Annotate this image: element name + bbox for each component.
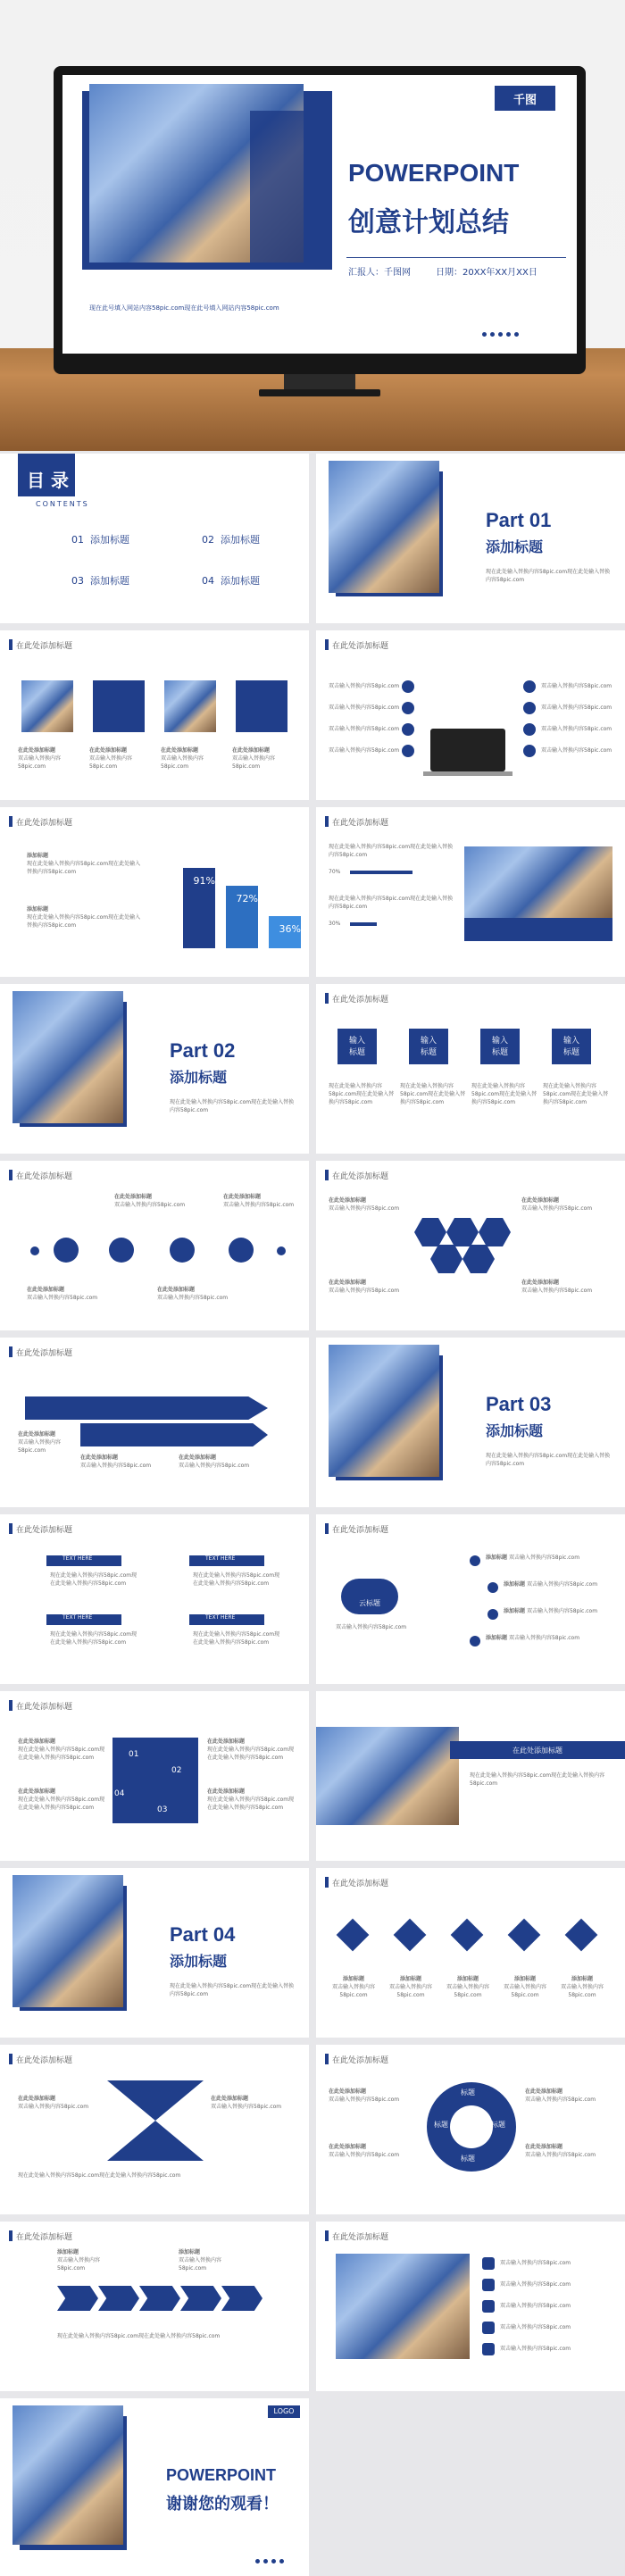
- rocket-icon: [229, 1238, 254, 1263]
- cloud-item-1: 添加标题 双击输入替换内容58pic.com: [486, 1555, 580, 1561]
- diamond-icon-1: [337, 1919, 370, 1952]
- eye-icon: [139, 2286, 180, 2311]
- chevron-body: 现在此处输入替换内容58pic.com现在此处输入替换内容58pic.com: [57, 2333, 221, 2339]
- toc-subtitle: CONTENTS: [36, 500, 89, 508]
- slide-photo-list: [316, 2222, 625, 2391]
- caption-4: 在此处添加标题 双击输入替换内容58pic.com: [232, 747, 276, 770]
- part02-photo: [12, 991, 123, 1123]
- slide-wave-circles: [0, 1161, 309, 1330]
- hex-text-3: 在此处添加标题 双击输入替换内容58pic.com: [329, 1280, 400, 1294]
- input-box-4: 输入 标题: [552, 1029, 591, 1064]
- puzzle-text-3: 在此处添加标题 现在此处输入替换内容58pic.com现在此处输入替换内容58pic.com: [207, 1738, 295, 1761]
- toc-item-01: 01 添加标题: [71, 534, 129, 546]
- right-text-2: 双击输入替换内容58pic.com: [541, 704, 612, 711]
- slide-four-photos: [0, 630, 309, 800]
- list-text-1: 双击输入替换内容58pic.com: [500, 2260, 571, 2266]
- puzzle-text-2: 在此处添加标题 现在此处输入替换内容58pic.com现在此处输入替换内容58pic.com: [18, 1788, 105, 1811]
- slide-triangles: [0, 2045, 309, 2214]
- user-icon: [523, 680, 536, 693]
- monitor: [54, 66, 586, 374]
- puzzle-01: 01: [129, 1750, 139, 1759]
- slide-arrow-steps: [0, 1338, 309, 1507]
- banner-title: 在此处添加标题: [450, 1741, 625, 1759]
- slide-hexagons: [316, 1161, 625, 1330]
- input-text-4: 现在此处输入替换内容58pic.com现在此处输入替换内容58pic.com: [543, 1083, 609, 1105]
- signal-icon: [54, 1238, 79, 1263]
- banner-body: 现在此处输入替换内容58pic.com现在此处输入替换内容58pic.com: [470, 1772, 605, 1787]
- cloud-item-3: 添加标题 双击输入替换内容58pic.com: [504, 1608, 598, 1614]
- part03-photo: [329, 1345, 439, 1477]
- ring-label-4: 标题: [461, 2155, 475, 2163]
- toc-title: 目 录: [27, 470, 69, 491]
- caption-2: 在此处添加标题 双击输入替换内容58pic.com: [89, 747, 133, 770]
- bar-text-1: 添加标题 现在此处输入替换内容58pic.com现在此处输入替换内容58pic.com: [27, 853, 141, 875]
- left-text-3: 双击输入替换内容58pic.com: [329, 726, 400, 732]
- hex-text-4: 在此处添加标题 双击输入替换内容58pic.com: [521, 1280, 593, 1294]
- toc-item-03: 03 添加标题: [71, 575, 129, 587]
- part04-en: Part 04: [170, 1923, 236, 1946]
- list-text-3: 双击输入替换内容58pic.com: [500, 2303, 571, 2309]
- text-here-label-3: TEXT HERE: [46, 1614, 121, 1625]
- left-text-2: 双击输入替换内容58pic.com: [329, 704, 400, 711]
- slide-title: 在此处添加标题: [332, 1172, 389, 1181]
- input-box-3: 输入 标题: [480, 1029, 520, 1064]
- puzzle-text-4: 在此处添加标题 现在此处输入替换内容58pic.com现在此处输入替换内容58pic.com: [207, 1788, 295, 1811]
- hex-text-2: 在此处添加标题 双击输入替换内容58pic.com: [521, 1197, 593, 1212]
- wave-text-bottom-1: 在此处添加标题 双击输入替换内容58pic.com: [27, 1287, 98, 1301]
- slide-part-03: [316, 1338, 625, 1507]
- slide-title: 在此处添加标题: [332, 1880, 389, 1888]
- ring-text-3: 在此处添加标题 双击输入替换内容58pic.com: [525, 2088, 596, 2103]
- caption-3: 在此处添加标题 双击输入替换内容58pic.com: [161, 747, 204, 770]
- puzzle-04: 04: [114, 1789, 125, 1798]
- slide-ring: [316, 2045, 625, 2214]
- part04-desc: 现在此处输入替换内容58pic.com现在此处输入替换内容58pic.com: [170, 1983, 295, 1997]
- slide-title: 在此处添加标题: [16, 1172, 73, 1181]
- part02-en: Part 02: [170, 1039, 236, 1062]
- arrow-text-3: 在此处添加标题 双击输入替换内容58pic.com: [179, 1455, 250, 1469]
- slide-title: 在此处添加标题: [16, 2056, 73, 2065]
- wave-text-bottom-2: 在此处添加标题 双击输入替换内容58pic.com: [157, 1287, 229, 1301]
- slide-laptop-icons: [316, 630, 625, 800]
- diamond-text-2: 添加标题 双击输入替换内容58pic.com: [388, 1976, 432, 1998]
- wave-text-top-1: 在此处添加标题 双击输入替换内容58pic.com: [114, 1194, 186, 1208]
- bar-1: 91%: [183, 868, 215, 948]
- right-text-3: 双击输入替换内容58pic.com: [541, 726, 612, 732]
- hex-text-1: 在此处添加标题 双击输入替换内容58pic.com: [329, 1197, 400, 1212]
- text-here-body-4: 现在此处输入替换内容58pic.com现在此处输入替换内容58pic.com: [193, 1631, 280, 1646]
- progress-text-1: 现在此处输入替换内容58pic.com现在此处输入替换内容58pic.com: [329, 844, 454, 858]
- cloud-text: 双击输入替换内容58pic.com: [336, 1624, 407, 1630]
- ring-label-3: 标题: [491, 2121, 505, 2129]
- ending-title-en: POWERPOINT: [166, 2466, 277, 2484]
- cover-title-en: POWERPOINT: [348, 159, 520, 187]
- chevron-text-2: 添加标题 双击输入替换内容58pic.com: [179, 2249, 222, 2272]
- puzzle-02: 02: [171, 1766, 182, 1775]
- toc-item-04: 04 添加标题: [202, 575, 260, 587]
- bar-3: 36%: [269, 916, 301, 948]
- thumb-block-4: [236, 680, 288, 732]
- progress-bar-70: [350, 871, 412, 874]
- ending-photo: [12, 2405, 123, 2545]
- slide-title: 在此处添加标题: [16, 1526, 73, 1535]
- slide-photo-banner: [316, 1691, 625, 1861]
- slide-title: 在此处添加标题: [332, 642, 389, 651]
- text-here-label-4: TEXT HERE: [189, 1614, 264, 1625]
- left-text-4: 双击输入替换内容58pic.com: [329, 747, 400, 754]
- phone-icon: [482, 2322, 495, 2334]
- slide-part-04: [0, 1868, 309, 2038]
- text-here-body-3: 现在此处输入替换内容58pic.com现在此处输入替换内容58pic.com: [50, 1631, 138, 1646]
- slide-part-01: [316, 454, 625, 623]
- slide-text-here: [0, 1514, 309, 1684]
- ending-logo: LOGO: [268, 2405, 300, 2418]
- wechat-icon: [482, 2257, 495, 2270]
- hex-icon-1: [414, 1218, 446, 1246]
- monitor-base: [259, 389, 380, 396]
- slide-part-02: [0, 984, 309, 1154]
- cover-date: 日期：20XX年XX月XX日: [436, 268, 538, 278]
- tri-body: 现在此处输入替换内容58pic.com现在此处输入替换内容58pic.com: [18, 2172, 181, 2179]
- part02-desc: 现在此处输入替换内容58pic.com现在此处输入替换内容58pic.com: [170, 1099, 295, 1113]
- puzzle-text-1: 在此处添加标题 现在此处输入替换内容58pic.com现在此处输入替换内容58pic.com: [18, 1738, 105, 1761]
- tri-text-1: 在此处添加标题 双击输入替换内容58pic.com: [18, 2096, 89, 2110]
- thumbs-up-icon: [180, 2286, 221, 2311]
- ending-dots: [255, 2550, 288, 2567]
- chart-icon: [402, 745, 414, 757]
- wave-text-top-2: 在此处添加标题 双击输入替换内容58pic.com: [223, 1194, 295, 1208]
- part03-desc: 现在此处输入替换内容58pic.com现在此处输入替换内容58pic.com: [486, 1453, 611, 1467]
- part04-photo: [12, 1875, 123, 2007]
- slide-cloud: [316, 1514, 625, 1684]
- text-here-body-1: 现在此处输入替换内容58pic.com现在此处输入替换内容58pic.com: [50, 1572, 138, 1587]
- slide-title: 在此处添加标题: [16, 1703, 73, 1712]
- slide-title: 在此处添加标题: [332, 1526, 389, 1535]
- progress-label-70: 70%: [329, 869, 341, 875]
- text-here-label-2: TEXT HERE: [189, 1555, 264, 1566]
- cover-url-line: 现在此号填入网站内容58pic.com现在此号填入网站内容58pic.com: [89, 304, 279, 312]
- arrow-text-2: 在此处添加标题 双击输入替换内容58pic.com: [80, 1455, 152, 1469]
- arrow-text-1: 在此处添加标题 双击输入替换内容58pic.com: [18, 1431, 62, 1454]
- users-icon: [98, 2286, 139, 2311]
- thumb-block-2: [93, 680, 145, 732]
- part04-cn: 添加标题: [170, 1953, 228, 1970]
- list-photo: [336, 2254, 470, 2359]
- slide-title: 在此处添加标题: [16, 1349, 73, 1358]
- slide-input-boxes: [316, 984, 625, 1154]
- diamond-text-3: 添加标题 双击输入替换内容58pic.com: [446, 1976, 489, 1998]
- slide-title: 在此处添加标题: [16, 819, 73, 828]
- left-text-1: 双击输入替换内容58pic.com: [329, 683, 400, 689]
- banner-photo: [316, 1727, 459, 1825]
- hero-section: [0, 0, 625, 451]
- slide-progress: [316, 807, 625, 977]
- qq-icon: [482, 2300, 495, 2313]
- slide-title: 在此处添加标题: [332, 819, 389, 828]
- input-text-3: 现在此处输入替换内容58pic.com现在此处输入替换内容58pic.com: [471, 1083, 538, 1105]
- phone-icon: [523, 723, 536, 736]
- diamond-text-4: 添加标题 双击输入替换内容58pic.com: [503, 1976, 546, 1998]
- slide-puzzle: [0, 1691, 309, 1861]
- flag-icon: [523, 745, 536, 757]
- cloud-item-4: 添加标题 双击输入替换内容58pic.com: [486, 1635, 580, 1641]
- gear-icon: [402, 702, 414, 714]
- hex-icon-4: [430, 1245, 462, 1273]
- arrow-icon: [221, 2286, 262, 2311]
- diamond-text-5: 添加标题 双击输入替换内容58pic.com: [560, 1976, 604, 1998]
- thumb-photo-3: [164, 680, 216, 732]
- part02-cn: 添加标题: [170, 1069, 228, 1086]
- search-icon: [57, 2286, 98, 2311]
- star-icon: [523, 702, 536, 714]
- slide-toc: [0, 454, 309, 623]
- cloud-item-2: 添加标题 双击输入替换内容58pic.com: [504, 1581, 598, 1588]
- slide-bar-chart: [0, 807, 309, 977]
- part03-en: Part 03: [486, 1393, 552, 1415]
- mail-icon: [482, 2343, 495, 2355]
- list-text-2: 双击输入替换内容58pic.com: [500, 2281, 571, 2288]
- input-box-1: 输入 标题: [338, 1029, 377, 1064]
- progress-label-30: 30%: [329, 921, 341, 927]
- hex-icon-5: [462, 1245, 495, 1273]
- triangle-graphic: [107, 2080, 204, 2161]
- bar-text-2: 添加标题 现在此处输入替换内容58pic.com现在此处输入替换内容58pic.com: [27, 906, 141, 929]
- text-here-label-1: TEXT HERE: [46, 1555, 121, 1566]
- bars-icon: [170, 1238, 195, 1263]
- laptop-icon: [430, 729, 505, 771]
- ring-label-1: 标题: [461, 2088, 475, 2097]
- part01-cn: 添加标题: [486, 538, 544, 555]
- input-text-1: 现在此处输入替换内容58pic.com现在此处输入替换内容58pic.com: [329, 1083, 395, 1105]
- toc-item-02: 02 添加标题: [202, 534, 260, 546]
- ring-label-2: 标题: [434, 2121, 448, 2129]
- diamond-icon-5: [565, 1919, 598, 1952]
- ring-text-2: 在此处添加标题 双击输入替换内容58pic.com: [329, 2144, 400, 2158]
- list-text-5: 双击输入替换内容58pic.com: [500, 2346, 571, 2352]
- slide-ending: [0, 2398, 309, 2576]
- progress-bar-30: [350, 922, 377, 926]
- puzzle-03: 03: [157, 1805, 168, 1814]
- part03-cn: 添加标题: [486, 1422, 544, 1439]
- part01-en: Part 01: [486, 509, 552, 531]
- slide-title: 在此处添加标题: [332, 996, 389, 1005]
- bar-2: 72%: [226, 886, 258, 948]
- slide-chevron-icons: [0, 2222, 309, 2391]
- slide-title: 在此处添加标题: [332, 2056, 389, 2065]
- cover-slide: [62, 75, 577, 354]
- diamond-icon-4: [508, 1919, 541, 1952]
- chevron-text-1: 添加标题 双击输入替换内容58pic.com: [57, 2249, 101, 2272]
- ending-title-cn: 谢谢您的观看！: [166, 2495, 279, 2513]
- part01-photo: [329, 461, 439, 593]
- cover-dots: [482, 323, 522, 340]
- slide-diamond-timeline: [316, 1868, 625, 2038]
- list-text-4: 双击输入替换内容58pic.com: [500, 2324, 571, 2330]
- clock-icon: [402, 680, 414, 693]
- progress-text-2: 现在此处输入替换内容58pic.com现在此处输入替换内容58pic.com: [329, 896, 454, 910]
- slide-title: 在此处添加标题: [332, 2233, 389, 2242]
- arrow-band-2: [80, 1423, 268, 1446]
- progress-photo: [464, 846, 612, 918]
- caption-1: 在此处添加标题 双击输入替换内容58pic.com: [18, 747, 62, 770]
- hex-icon-3: [479, 1218, 511, 1246]
- pie-icon: [109, 1238, 134, 1263]
- weibo-icon: [482, 2279, 495, 2291]
- diamond-text-1: 添加标题 双击输入替换内容58pic.com: [331, 1976, 375, 1998]
- text-here-body-2: 现在此处输入替换内容58pic.com现在此处输入替换内容58pic.com: [193, 1572, 280, 1587]
- ring-text-1: 在此处添加标题 双击输入替换内容58pic.com: [329, 2088, 400, 2103]
- cover-logo: 千图: [495, 86, 555, 111]
- right-text-4: 双击输入替换内容58pic.com: [541, 747, 612, 754]
- cover-title-cn: 创意计划总结: [348, 207, 509, 238]
- diamond-icon-2: [394, 1919, 427, 1952]
- slide-title: 在此处添加标题: [16, 642, 73, 651]
- arrow-band-1: [25, 1396, 268, 1420]
- right-text-1: 双击输入替换内容58pic.com: [541, 683, 612, 689]
- part01-desc: 现在此处输入替换内容58pic.com现在此处输入替换内容58pic.com: [486, 569, 611, 583]
- ring-text-4: 在此处添加标题 双击输入替换内容58pic.com: [525, 2144, 596, 2158]
- cover-reporter: 汇报人：千图网: [348, 268, 411, 278]
- diamond-icon-3: [451, 1919, 484, 1952]
- thumb-photo-1: [21, 680, 73, 732]
- slide-title: 在此处添加标题: [16, 2233, 73, 2242]
- cloud-icon: 云标题: [341, 1579, 398, 1614]
- tri-text-2: 在此处添加标题 双击输入替换内容58pic.com: [211, 2096, 282, 2110]
- mail-icon: [402, 723, 414, 736]
- puzzle-block: [112, 1738, 198, 1823]
- input-text-2: 现在此处输入替换内容58pic.com现在此处输入替换内容58pic.com: [400, 1083, 466, 1105]
- input-box-2: 输入 标题: [409, 1029, 448, 1064]
- hex-icon-2: [446, 1218, 479, 1246]
